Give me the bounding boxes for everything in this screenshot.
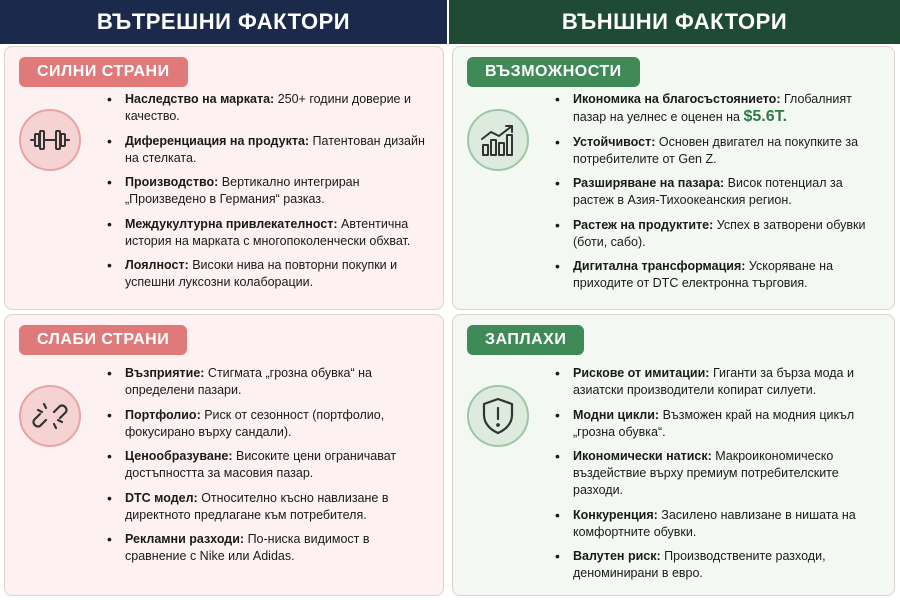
threats-title: ЗАПЛАХИ bbox=[467, 325, 584, 355]
threats-panel bbox=[452, 314, 895, 596]
list-item: • Растеж на продуктите: Успех в затворени обувки (боти, сабо). bbox=[561, 217, 882, 251]
list-item: • Възприятие: Стигмата „грозна обувка“ на определени пазари. bbox=[113, 365, 431, 399]
strengths-list bbox=[113, 91, 431, 299]
list-item: • Конкуренция: Засилено навлизане в нишата на комфортните обувки. bbox=[561, 507, 882, 541]
weaknesses-list bbox=[113, 365, 431, 573]
list-item: • Модни цикли: Възможен край на модния цикъл „грозна обувка“. bbox=[561, 407, 882, 441]
list-item: • Икономически натиск: Макроикономическо въздействие върху премиум потребителските разходи. bbox=[561, 448, 882, 499]
list-item: • Диференциация на продукта: Патентован дизайн на стелката. bbox=[113, 133, 431, 167]
list-item: • Дигитална трансформация: Ускоряване на приходите от DTC електронна търговия. bbox=[561, 258, 882, 292]
list-item: • DTC модел: Относително късно навлизане в директното предлагане към потребителя. bbox=[113, 490, 431, 524]
weaknesses-panel bbox=[4, 314, 444, 596]
list-item: • Производство: Вертикално интегриран „Произведено в Германия“ разказ. bbox=[113, 174, 431, 208]
broken-link-icon bbox=[19, 385, 81, 447]
list-item: • Междукултурна привлекателност: Автентична история на марката с многопоколенчески обхват. bbox=[113, 216, 431, 250]
list-item: • Икономика на благосъстоянието: Глобалният пазар на уелнес е оценен на $5.6T. bbox=[561, 91, 882, 126]
list-item: • Ценообразуване: Високите цени ограничават достъпността за масовия пазар. bbox=[113, 448, 431, 482]
growth-chart-icon bbox=[467, 109, 529, 171]
list-item: • Рекламни разходи: По-ниска видимост в сравнение с Nike или Adidas. bbox=[113, 531, 431, 565]
list-item: • Портфолио: Риск от сезонност (портфолио, фокусирано върху сандали). bbox=[113, 407, 431, 441]
list-item: • Устойчивост: Основен двигател на покупките за потребителите от Gen Z. bbox=[561, 134, 882, 168]
shield-warning-icon bbox=[467, 385, 529, 447]
list-item: • Наследство на марката: 250+ години доверие и качество. bbox=[113, 91, 431, 125]
opportunities-title: ВЪЗМОЖНОСТИ bbox=[467, 57, 640, 87]
strengths-title: СИЛНИ СТРАНИ bbox=[19, 57, 188, 87]
list-item: • Разширяване на пазара: Висок потенциал за растеж в Азия-Тихоокеанския регион. bbox=[561, 175, 882, 209]
dumbbell-icon bbox=[19, 109, 81, 171]
threats-list bbox=[561, 365, 882, 590]
list-item: • Валутен риск: Производствените разходи, деноминирани в евро. bbox=[561, 548, 882, 582]
external-factors-header: ВЪНШНИ ФАКТОРИ bbox=[449, 0, 900, 44]
internal-factors-header: ВЪТРЕШНИ ФАКТОРИ bbox=[0, 0, 447, 44]
opportunities-panel bbox=[452, 46, 895, 310]
weaknesses-title: СЛАБИ СТРАНИ bbox=[19, 325, 187, 355]
strengths-panel bbox=[4, 46, 444, 310]
list-item: • Рискове от имитации: Гиганти за бърза мода и азиатски производители копират силуети. bbox=[561, 365, 882, 399]
list-item: • Лоялност: Високи нива на повторни покупки и успешни луксозни колаборации. bbox=[113, 257, 431, 291]
opportunities-list bbox=[561, 91, 882, 300]
market-value-highlight: $5.6T. bbox=[743, 108, 788, 125]
